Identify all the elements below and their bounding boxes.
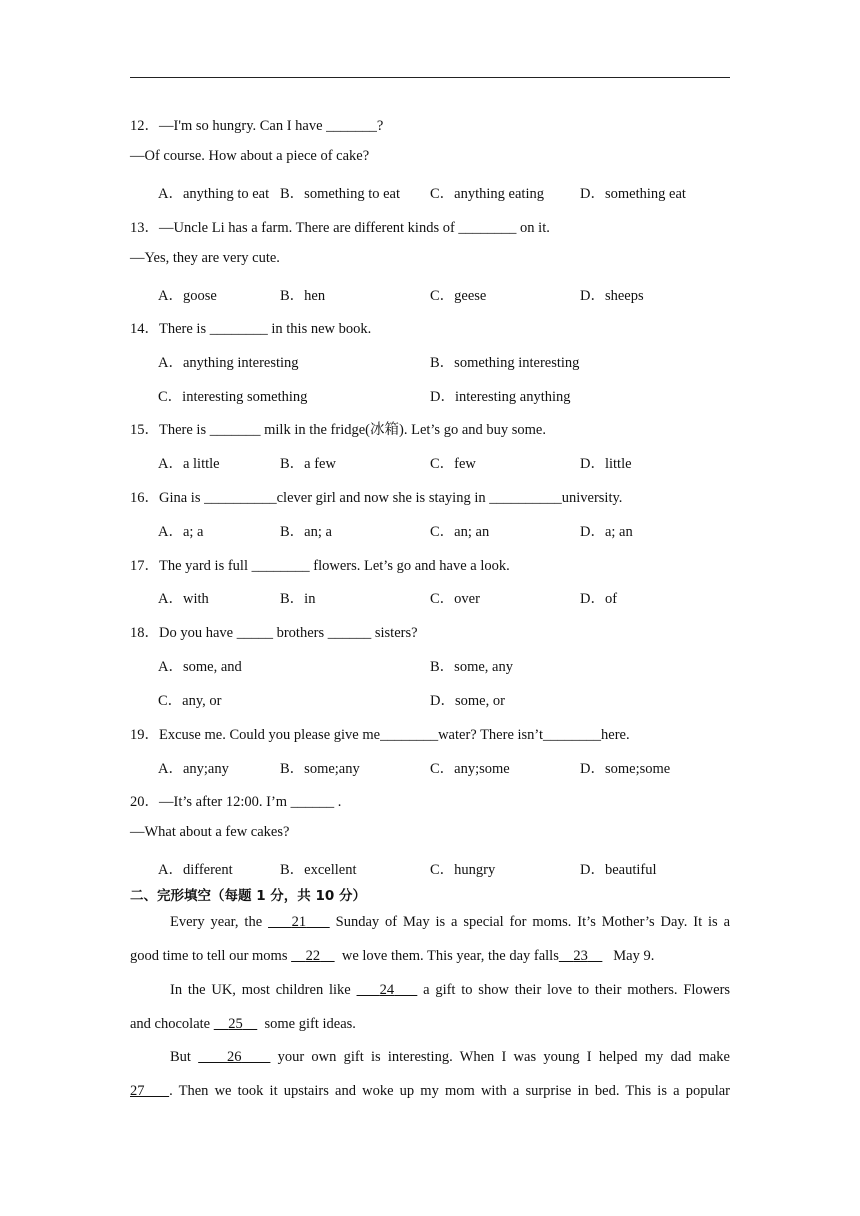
option-b[interactable]: B．something to eat	[280, 186, 401, 202]
option-b[interactable]: B．some;any	[280, 761, 360, 777]
blank-22[interactable]: 22	[305, 948, 321, 964]
option-a[interactable]: A．some, and	[158, 659, 242, 675]
option-c[interactable]: C．interesting something	[158, 389, 308, 405]
header-rule	[130, 77, 730, 78]
question-20-stem: 20．—It’s after 12:00. I’m ______ .	[130, 794, 342, 810]
option-d[interactable]: D．something eat	[580, 186, 686, 202]
blank-25[interactable]: 25	[228, 1016, 243, 1032]
blank-21[interactable]: 21	[291, 914, 307, 930]
option-d[interactable]: D．beautiful	[580, 862, 657, 878]
question-13-reply: —Yes, they are very cute.	[130, 250, 280, 266]
section-heading: 二、完形填空（每题 1 分，共 10 分）	[130, 888, 366, 904]
question-14-stem: 14．There is ________ in this new book.	[130, 321, 372, 337]
option-a[interactable]: A．any;any	[158, 761, 229, 777]
option-b[interactable]: B．an; a	[280, 524, 332, 540]
option-d[interactable]: D．some;some	[580, 761, 671, 777]
question-19-stem: 19．Excuse me. Could you please give me________water? There isn’t________here.	[130, 727, 630, 743]
blank-23[interactable]: 23	[573, 948, 588, 964]
passage-line: and chocolate 25 some gift ideas.	[130, 1016, 356, 1032]
option-a[interactable]: A．a little	[158, 456, 220, 472]
question-12-options	[158, 182, 738, 202]
option-d[interactable]: D．interesting anything	[430, 389, 571, 405]
option-d[interactable]: D．of	[580, 591, 618, 607]
option-a[interactable]: A．different	[158, 862, 233, 878]
option-a[interactable]: A．with	[158, 591, 209, 607]
question-16-options	[158, 520, 738, 540]
blank-24[interactable]: 24	[379, 982, 395, 998]
question-18-stem: 18．Do you have _____ brothers ______ sisters?	[130, 625, 418, 641]
question-18-options-row2	[158, 689, 738, 709]
question-13-stem: 13．—Uncle Li has a farm. There are different kinds of ________ on it.	[130, 220, 550, 236]
question-14-options-row1	[158, 351, 738, 371]
option-d[interactable]: D．some, or	[430, 693, 505, 709]
passage-line: good time to tell our moms 22 we love them. This year, the day falls 23 May 9.	[130, 948, 655, 964]
option-b[interactable]: B．excellent	[280, 862, 357, 878]
question-16-stem: 16．Gina is __________clever girl and now she is staying in __________university.	[130, 490, 623, 506]
passage-line: 27 . Then we took it upstairs and woke up my mom with a surprise in bed. This is a popular	[130, 1083, 731, 1099]
option-c[interactable]: C．any;some	[430, 761, 510, 777]
option-d[interactable]: D．a; an	[580, 524, 633, 540]
blank-27[interactable]: 27	[130, 1083, 145, 1099]
question-15-stem: 15．There is _______ milk in the fridge(冰箱). Let’s go and buy some.	[130, 422, 546, 438]
option-c[interactable]: C．anything eating	[430, 186, 544, 202]
option-b[interactable]: B．a few	[280, 456, 336, 472]
option-a[interactable]: A．anything interesting	[158, 355, 299, 371]
option-c[interactable]: C．over	[430, 591, 480, 607]
blank-26[interactable]: 26	[227, 1049, 242, 1065]
option-a[interactable]: A．goose	[158, 288, 217, 304]
option-a[interactable]: A．anything to eat	[158, 186, 270, 202]
question-20-options	[158, 858, 738, 878]
option-b[interactable]: B．something interesting	[430, 355, 580, 371]
option-d[interactable]: D．sheeps	[580, 288, 644, 304]
option-b[interactable]: B．in	[280, 591, 316, 607]
question-14-options-row2	[158, 385, 738, 405]
question-20-reply: —What about a few cakes?	[130, 824, 290, 840]
option-d[interactable]: D．little	[580, 456, 632, 472]
option-c[interactable]: C．an; an	[430, 524, 490, 540]
option-a[interactable]: A．a; a	[158, 524, 204, 540]
question-12-reply: —Of course. How about a piece of cake?	[130, 148, 370, 164]
option-b[interactable]: B．hen	[280, 288, 326, 304]
option-c[interactable]: C．hungry	[430, 862, 496, 878]
option-c[interactable]: C．any, or	[158, 693, 222, 709]
question-13-options	[158, 284, 738, 304]
option-b[interactable]: B．some, any	[430, 659, 513, 675]
question-12-stem: 12．—I'm so hungry. Can I have _______?	[130, 118, 384, 134]
passage-line: But 26 your own gift is interesting. When I was young I helped my dad make	[170, 1049, 730, 1065]
passage-line: In the UK, most children like 24 a gift to show their love to their mothers. Flowers	[170, 982, 731, 998]
question-17-options	[158, 587, 738, 607]
question-15-options	[158, 452, 738, 472]
question-18-options-row1	[158, 655, 738, 675]
option-c[interactable]: C．geese	[430, 288, 487, 304]
option-c[interactable]: C．few	[430, 456, 476, 472]
passage-line: Every year, the 21 Sunday of May is a special for moms. It’s Mother’s Day. It is a	[170, 914, 731, 930]
question-19-options	[158, 757, 738, 777]
question-17-stem: 17．The yard is full ________ flowers. Let’s go and have a look.	[130, 558, 510, 574]
